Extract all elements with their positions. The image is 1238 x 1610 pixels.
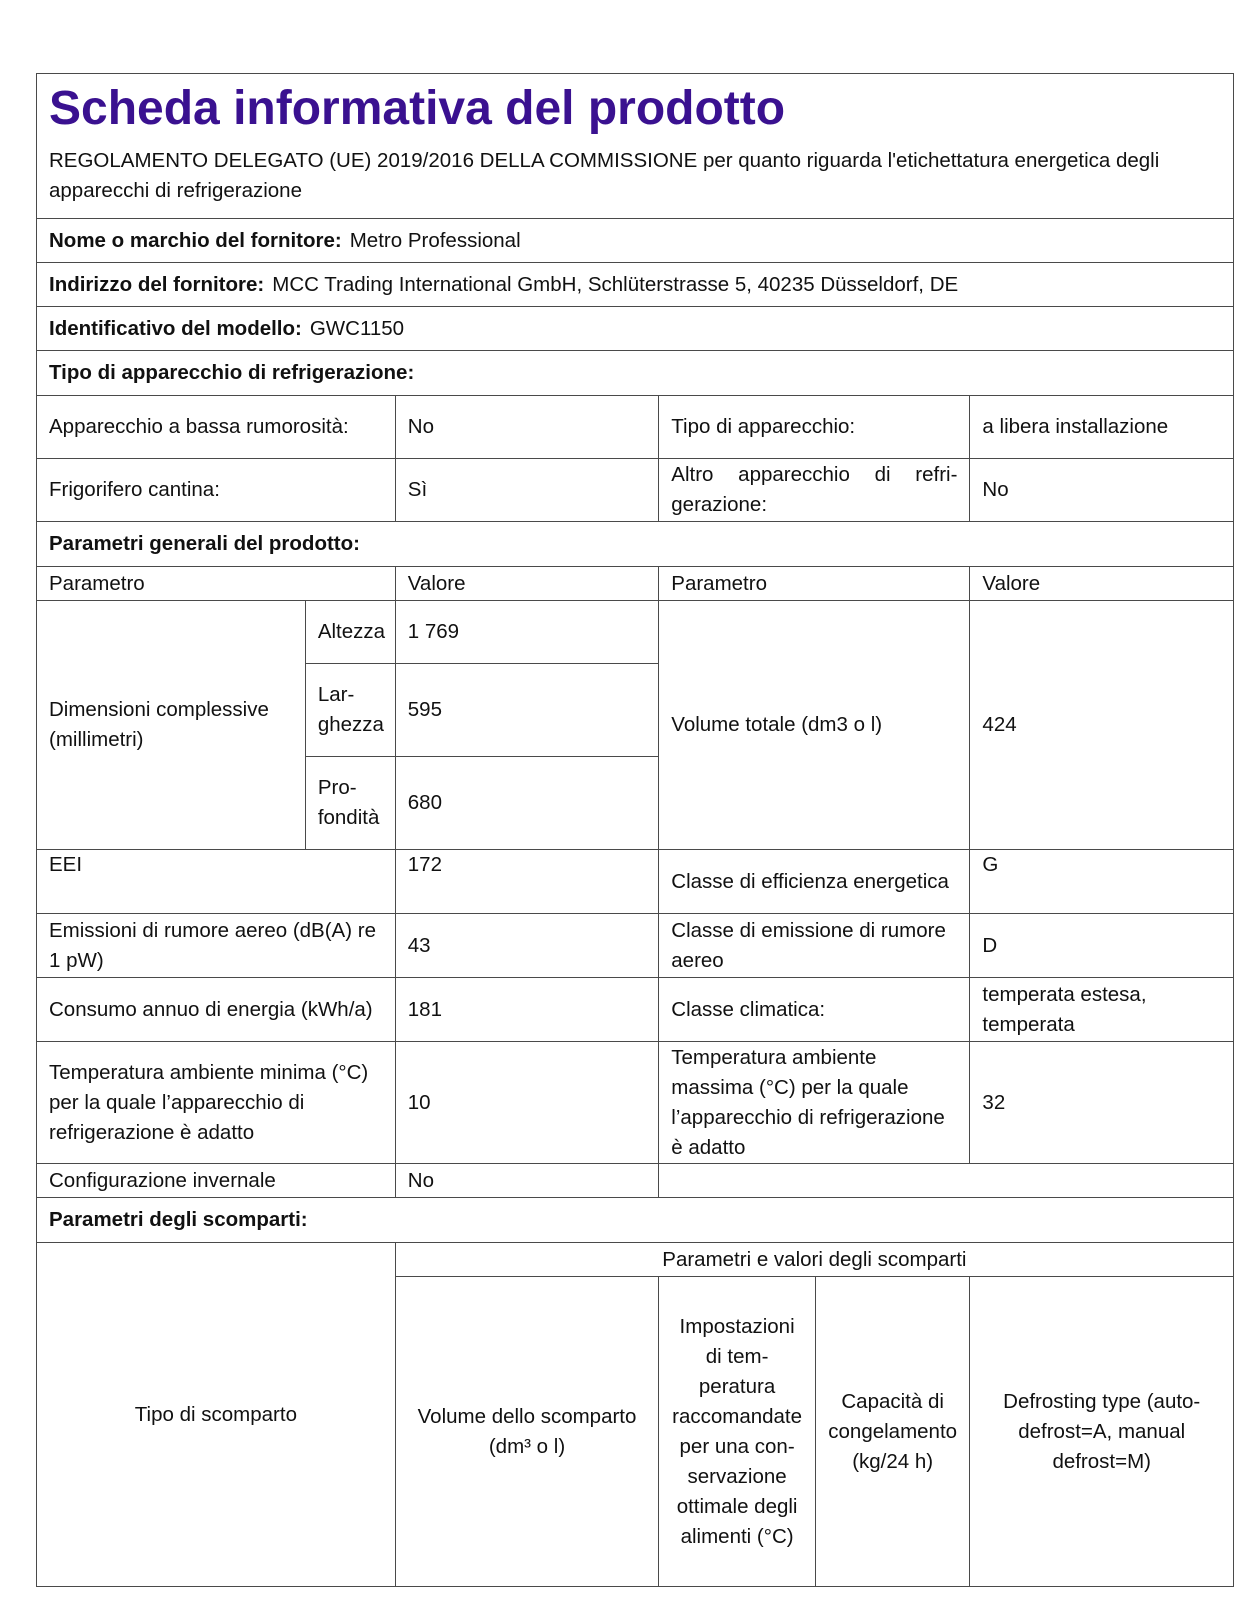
- climate-class-label: Classe climatica:: [659, 978, 970, 1042]
- supplier-address-row: [37, 263, 1234, 307]
- compartment-parameters-heading: Parametri degli scomparti:: [37, 1198, 1234, 1243]
- product-information-sheet: [36, 73, 1234, 1587]
- other-appliance-value: No: [970, 459, 1234, 522]
- defrosting-type-header: Defrosting type (auto-defrost=A, manual defrost=M): [970, 1277, 1234, 1587]
- column-header-value-2: Valore: [970, 567, 1234, 601]
- depth-label: Profondità: [305, 757, 395, 850]
- winter-setting-value: No: [395, 1164, 659, 1198]
- min-ambient-temp-label: Temperatura ambiente minima (°C) per la quale l’apparecchio di refrigerazione è adatto: [37, 1042, 396, 1164]
- regulation-text: REGOLAMENTO DELEGATO (UE) 2019/2016 DELLA COMMISSIONE per quanto riguarda l'etichettatura energetica degli apparecchi di refrigerazione: [49, 149, 1160, 202]
- wine-storage-value: Sì: [395, 459, 659, 522]
- supplier-address-label: Indirizzo del fornitore:: [49, 272, 265, 296]
- design-type-label: Tipo di apparecchio:: [659, 396, 970, 459]
- energy-class-value: G: [970, 850, 1234, 914]
- model-identifier-label: Identificativo del modello:: [49, 316, 302, 340]
- compartment-values-group-header: Parametri e valori degli scomparti: [395, 1243, 1233, 1277]
- column-header-parameter-2: Parametro: [659, 567, 970, 601]
- model-identifier-value: GWC1150: [309, 316, 405, 340]
- low-noise-label: Apparecchio a bassa rumorosità:: [37, 396, 396, 459]
- supplier-address-value: MCC Trading International GmbH, Schlüterstrasse 5, 40235 Düsseldorf, DE: [272, 272, 959, 296]
- energy-class-label: Classe di efficienza energetica: [659, 850, 970, 914]
- other-appliance-label: Altro apparecchio di refrigerazione:: [659, 459, 970, 522]
- total-volume-label: Volume totale (dm3 o l): [659, 601, 970, 850]
- design-type-value: a libera installazione: [970, 396, 1234, 459]
- column-header-value: Valore: [395, 567, 659, 601]
- depth-value: 680: [395, 757, 659, 850]
- noise-class-value: D: [970, 914, 1234, 978]
- general-parameters-heading: Parametri generali del prodotto:: [37, 522, 1234, 567]
- compartment-type-header: Tipo di scomparto: [37, 1243, 396, 1587]
- header-cell: [37, 74, 1234, 219]
- compartment-volume-header: Volume dello scomparto (dm³ o l): [395, 1277, 659, 1587]
- min-ambient-temp-value: 10: [395, 1042, 659, 1164]
- freezing-capacity-header: Capacità di congelamento (kg/24 h): [815, 1277, 970, 1587]
- dimensions-label: Dimensioni complessive (millimetri): [37, 601, 306, 850]
- model-identifier-row: [37, 307, 1234, 351]
- width-label: Larghezza: [305, 664, 395, 757]
- recommended-temperature-header: Impostazioni di temperatura raccomandate per una conservazione ottimale degli alimenti (°C): [659, 1277, 816, 1587]
- page-title: Scheda informativa del prodotto: [49, 82, 786, 135]
- winter-setting-label: Configurazione invernale: [37, 1164, 396, 1198]
- supplier-name-row: [37, 219, 1234, 263]
- empty-cell: [659, 1164, 1234, 1198]
- eei-label: EEI: [37, 850, 396, 914]
- supplier-name-value: Metro Professional: [349, 228, 521, 252]
- noise-class-label: Classe di emissione di rumore aereo: [659, 914, 970, 978]
- total-volume-value: 424: [970, 601, 1234, 850]
- noise-emission-label: Emissioni di rumore aereo (dB(A) re 1 pW): [37, 914, 396, 978]
- energy-consumption-value: 181: [395, 978, 659, 1042]
- height-value: 1 769: [395, 601, 659, 664]
- column-header-parameter: Parametro: [37, 567, 396, 601]
- max-ambient-temp-value: 32: [970, 1042, 1234, 1164]
- height-label: Altezza: [305, 601, 395, 664]
- max-ambient-temp-label: Temperatura ambiente massima (°C) per la quale l’apparecchio di refrigerazione è adatto: [659, 1042, 970, 1164]
- noise-emission-value: 43: [395, 914, 659, 978]
- supplier-name-label: Nome o marchio del fornitore:: [49, 228, 342, 252]
- width-value: 595: [395, 664, 659, 757]
- energy-consumption-label: Consumo annuo di energia (kWh/a): [37, 978, 396, 1042]
- eei-value: 172: [395, 850, 659, 914]
- appliance-type-heading: Tipo di apparecchio di refrigerazione:: [37, 351, 1234, 396]
- wine-storage-label: Frigorifero cantina:: [37, 459, 396, 522]
- climate-class-value: temperata estesa, temperata: [970, 978, 1234, 1042]
- low-noise-value: No: [395, 396, 659, 459]
